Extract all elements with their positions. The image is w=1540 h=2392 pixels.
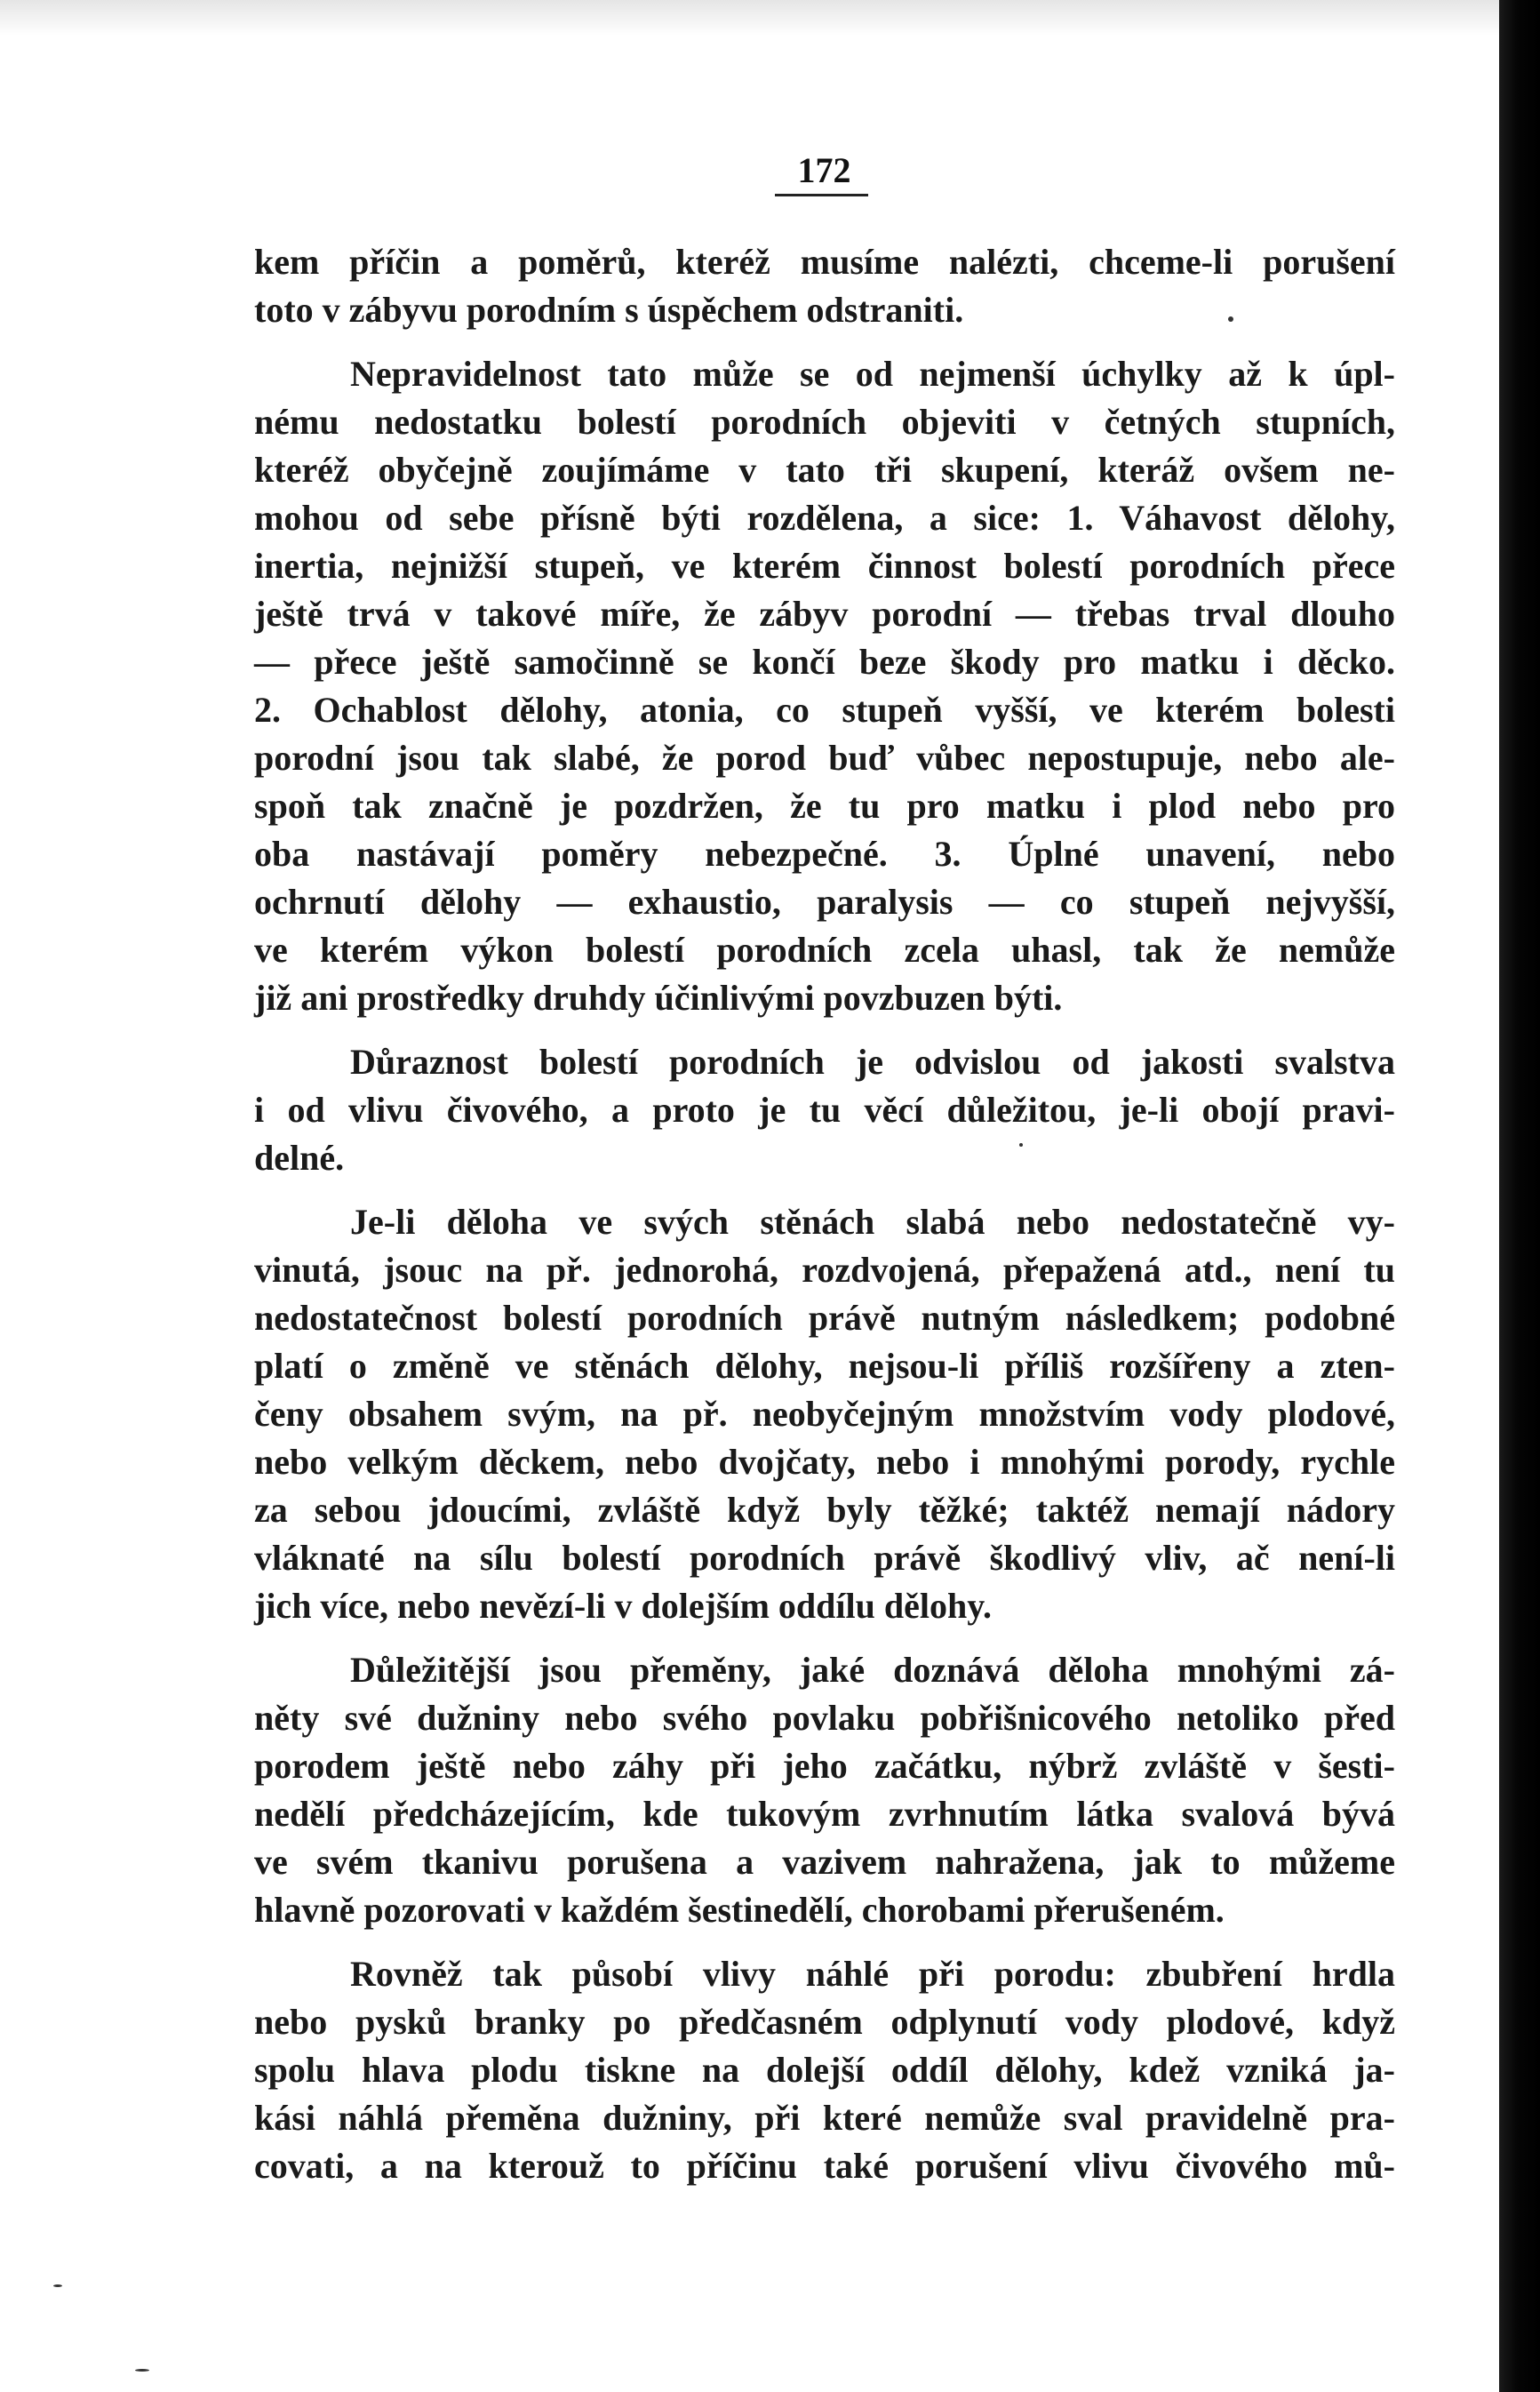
- text-line: platí o změně ve stěnách dělohy, nejsou-li příliš rozšířeny a zten-: [254, 1346, 1395, 1386]
- paragraph: [254, 1198, 1395, 1630]
- text-line: nému nedostatku bolestí porodních objeviti v četných stupních,: [254, 402, 1395, 442]
- text-line: vinutá, jsouc na př. jednorohá, rozdvojená, přepažená atd., není tu: [254, 1250, 1395, 1290]
- text-line: Důraznost bolestí porodních je odvislou od jakosti svalstva: [350, 1042, 1395, 1082]
- paragraph-gap: [254, 1934, 1395, 1950]
- text-line: ochrnutí dělohy — exhaustio, paralysis — co stupeň nejvyšší,: [254, 882, 1395, 922]
- paragraph: [254, 350, 1395, 1022]
- paragraph-gap: [254, 1022, 1395, 1038]
- text-line: za sebou jdoucími, zvláště když byly těžké; taktéž nemají nádory: [254, 1490, 1395, 1530]
- paragraph-gap: [254, 1182, 1395, 1198]
- paragraph: [254, 1950, 1395, 2190]
- text-line: vláknaté na sílu bolestí porodních právě škodlivý vliv, ač není-li: [254, 1538, 1395, 1578]
- scan-speck: [53, 2284, 62, 2287]
- paragraph: [254, 1646, 1395, 1934]
- text-line: Je-li děloha ve svých stěnách slabá nebo nedostatečně vy-: [350, 1202, 1395, 1242]
- paragraph: [254, 238, 1395, 334]
- paragraph: [254, 1038, 1395, 1182]
- text-line: kem příčin a poměrů, kteréž musíme nalézti, chceme-li porušení: [254, 242, 1395, 282]
- text-line: porodem ještě nebo záhy při jeho začátku, nýbrž zvláště v šesti-: [254, 1746, 1395, 1786]
- text-line: kteréž obyčejně zoujímáme v tato tři skupení, kteráž ovšem ne-: [254, 450, 1395, 490]
- text-line: oba nastávají poměry nebezpečné. 3. Úplné unavení, nebo: [254, 834, 1395, 874]
- text-line: něty své dužniny nebo svého povlaku pobřišnicového netoliko před: [254, 1698, 1395, 1738]
- paragraph-gap: [254, 1630, 1395, 1646]
- text-line: ve svém tkanivu porušena a vazivem nahražena, jak to můžeme: [254, 1842, 1395, 1882]
- scan-shadow-top: [0, 0, 1511, 36]
- text-line: Nepravidelnost tato může se od nejmenší úchylky až k úpl-: [350, 354, 1395, 394]
- text-line: Rovněž tak působí vlivy náhlé při porodu: zbubření hrdla: [350, 1954, 1395, 1994]
- text-line: inertia, nejnižší stupeň, ve kterém činnost bolestí porodních přece: [254, 546, 1395, 586]
- text-line: spolu hlava plodu tiskne na dolejší oddíl dělohy, kdež vzniká ja-: [254, 2050, 1395, 2090]
- text-line: ještě trvá v takové míře, že zábyv porodní — třebas trval dlouho: [254, 594, 1395, 634]
- text-line: čeny obsahem svým, na př. neobyčejným množstvím vody plodové,: [254, 1394, 1395, 1434]
- body-text: [254, 238, 1395, 2190]
- text-line: nebo pysků branky po předčasném odplynutí vody plodové, když: [254, 2002, 1395, 2042]
- text-line: toto v zábyvu porodním s úspěchem odstraniti.: [254, 290, 964, 330]
- text-line: i od vlivu čivového, a proto je tu věcí důležitou, je-li obojí pravi-: [254, 1090, 1395, 1130]
- text-line: porodní jsou tak slabé, že porod buď vůbec nepostupuje, nebo ale-: [254, 738, 1395, 778]
- text-line: spoň tak značně je pozdržen, že tu pro matku i plod nebo pro: [254, 786, 1395, 826]
- text-line: nedostatečnost bolestí porodních právě nutným následkem; podobné: [254, 1298, 1395, 1338]
- page-number-rule: [775, 194, 868, 196]
- text-line: Důležitější jsou přeměny, jaké doznává děloha mnohými zá-: [350, 1650, 1395, 1690]
- text-line: nedělí předcházejícím, kde tukovým zvrhnutím látka svalová bývá: [254, 1794, 1395, 1834]
- text-line: ve kterém výkon bolestí porodních zcela uhasl, tak že nemůže: [254, 930, 1395, 970]
- scan-edge-right: [1499, 0, 1540, 2392]
- text-line: 2. Ochablost dělohy, atonia, co stupeň vyšší, ve kterém bolesti: [254, 690, 1395, 730]
- scan-speck: [1228, 316, 1233, 322]
- text-line: — přece ještě samočinně se končí beze škody pro matku i děcko.: [254, 642, 1395, 682]
- text-line: již ani prostředky druhdy účinlivými povzbuzen býti.: [254, 978, 1063, 1018]
- page-number: 172: [797, 150, 851, 190]
- paragraph-gap: [254, 334, 1395, 350]
- text-line: jich více, nebo nevězí-li v dolejším oddílu dělohy.: [254, 1586, 993, 1626]
- scan-speck: [1019, 1143, 1023, 1147]
- text-line: hlavně pozorovati v každém šestinedělí, chorobami přerušeném.: [254, 1890, 1225, 1930]
- text-line: kási náhlá přeměna dužniny, při které nemůže sval pravidelně pra-: [254, 2098, 1395, 2138]
- text-line: delné.: [254, 1138, 345, 1178]
- text-line: covati, a na kterouž to příčinu také porušení vlivu čivového mů-: [254, 2146, 1395, 2186]
- scan-speck: [135, 2369, 149, 2372]
- text-line: mohou od sebe přísně býti rozdělena, a sice: 1. Váhavost dělohy,: [254, 498, 1395, 538]
- text-line: nebo velkým děckem, nebo dvojčaty, nebo i mnohými porody, rychle: [254, 1442, 1395, 1482]
